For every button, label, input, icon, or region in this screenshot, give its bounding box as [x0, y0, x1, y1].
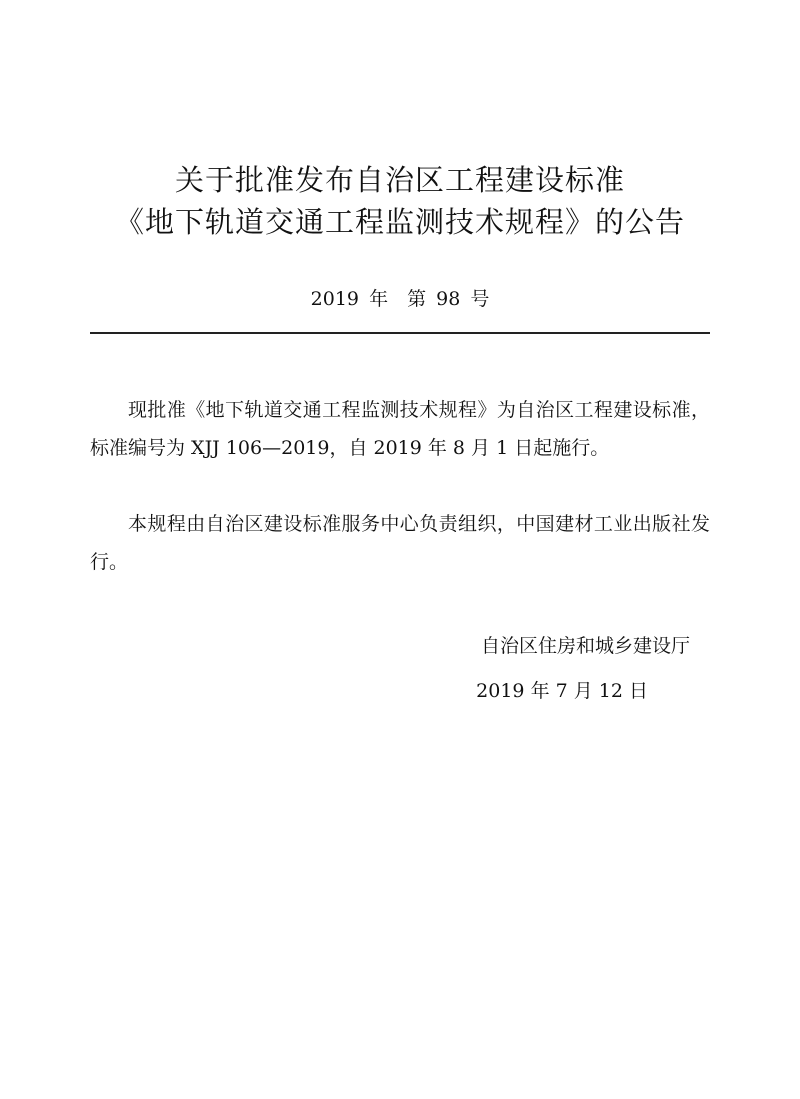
- issue-number: 2019 年 第 98 号: [310, 288, 490, 310]
- body-paragraph-approval: 现批准《地下轨道交通工程监测技术规程》为自治区工程建设标准，标准编号为 XJJ 106—2019，自 2019 年 8 月 1 日起施行。: [90, 399, 710, 459]
- signing-date: 2019 年 7 月 12 日: [476, 680, 648, 702]
- body-paragraph-publisher: 本规程由自治区建设标准服务中心负责组织，中国建材工业出版社发行。: [90, 513, 710, 573]
- title-line-2: 《地下轨道交通工程监测技术规程》的公告: [114, 205, 685, 239]
- signing-organization: 自治区住房和城乡建设厅: [480, 635, 690, 657]
- header-divider: [90, 332, 710, 334]
- title-line-1: 关于批准发布自治区工程建设标准: [174, 163, 625, 197]
